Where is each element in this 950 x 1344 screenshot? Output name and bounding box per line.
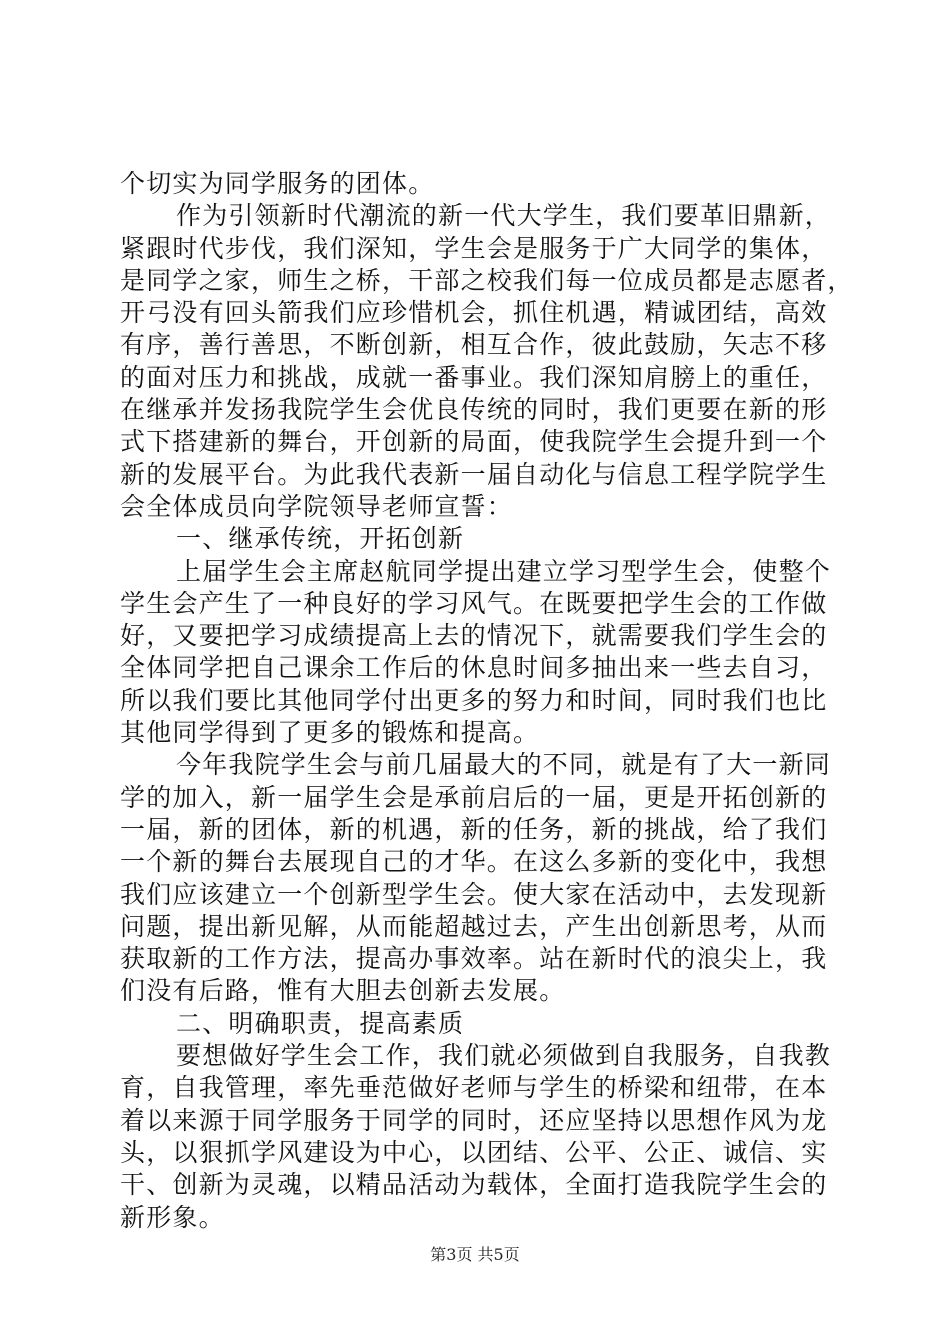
text-line: 一届，新的团体，新的机遇，新的任务，新的挑战，给了我们: [120, 814, 828, 844]
text-line: 获取新的工作方法，提高办事效率。站在新时代的浪尖上，我: [120, 944, 828, 974]
page-number-footer: 第3页 共5页: [430, 1245, 520, 1264]
text-line: 好，又要把学习成绩提高上去的情况下，就需要我们学生会的: [120, 621, 828, 651]
paragraph-first-line: 上届学生会主席赵航同学提出建立学习型学生会，使整个: [176, 556, 832, 586]
text-line: 开弓没有回头箭我们应珍惜机会，抓住机遇，精诚团结，高效: [120, 298, 828, 328]
text-line: 在继承并发扬我院学生会优良传统的同时，我们更要在新的形: [120, 395, 828, 425]
text-line: 紧跟时代步伐，我们深知，学生会是服务于广大同学的集体，: [120, 233, 828, 263]
paragraph-first-line: 今年我院学生会与前几届最大的不同，就是有了大一新同: [176, 750, 832, 780]
text-line: 的面对压力和挑战，成就一番事业。我们深知肩膀上的重任，: [120, 362, 828, 392]
section-heading: 二、明确职责，提高素质: [176, 1008, 465, 1038]
text-line: 干、创新为灵魂，以精品活动为载体，全面打造我院学生会的: [120, 1170, 828, 1200]
text-line: 们没有后路，惟有大胆去创新去发展。: [120, 976, 566, 1006]
text-line: 我们应该建立一个创新型学生会。使大家在活动中，去发现新: [120, 879, 828, 909]
text-line: 所以我们要比其他同学付出更多的努力和时间，同时我们也比: [120, 685, 828, 715]
text-line: 新的发展平台。为此我代表新一届自动化与信息工程学院学生: [120, 459, 828, 489]
text-line: 全体同学把自己课余工作后的休息时间多抽出来一些去自习，: [120, 653, 828, 683]
text-line: 学的加入，新一届学生会是承前启后的一届，更是开拓创新的: [120, 782, 828, 812]
text-line: 育，自我管理，率先垂范做好老师与学生的桥梁和纽带，在本: [120, 1073, 828, 1103]
text-line: 是同学之家，师生之桥，干部之校我们每一位成员都是志愿者，: [120, 265, 854, 295]
text-line: 头，以狠抓学风建设为中心，以团结、公平、公正、诚信、实: [120, 1137, 828, 1167]
text-line: 会全体成员向学院领导老师宣誓：: [120, 491, 514, 521]
text-line: 有序，善行善思，不断创新，相互合作，彼此鼓励，矢志不移: [120, 330, 828, 360]
text-line: 其他同学得到了更多的锻炼和提高。: [120, 718, 540, 748]
text-line: 问题，提出新见解，从而能超越过去，产生出创新思考，从而: [120, 911, 828, 941]
paragraph-first-line: 要想做好学生会工作，我们就必须做到自我服务，自我教: [176, 1041, 832, 1071]
text-line: 式下搭建新的舞台，开创新的局面，使我院学生会提升到一个: [120, 427, 828, 457]
document-body: [120, 168, 854, 1234]
text-line: 新形象。: [120, 1202, 225, 1232]
text-line: 一个新的舞台去展现自己的才华。在这么多新的变化中，我想: [120, 847, 828, 877]
text-line: 个切实为同学服务的团体。: [120, 169, 435, 198]
text-line: 着以来源于同学服务于同学的同时，还应坚持以思想作风为龙: [120, 1105, 828, 1135]
paragraph-first-line: 作为引领新时代潮流的新一代大学生，我们要革旧鼎新，: [176, 201, 832, 231]
section-heading: 一、继承传统，开拓创新: [176, 524, 465, 554]
text-line: 学生会产生了一种良好的学习风气。在既要把学生会的工作做: [120, 588, 828, 618]
